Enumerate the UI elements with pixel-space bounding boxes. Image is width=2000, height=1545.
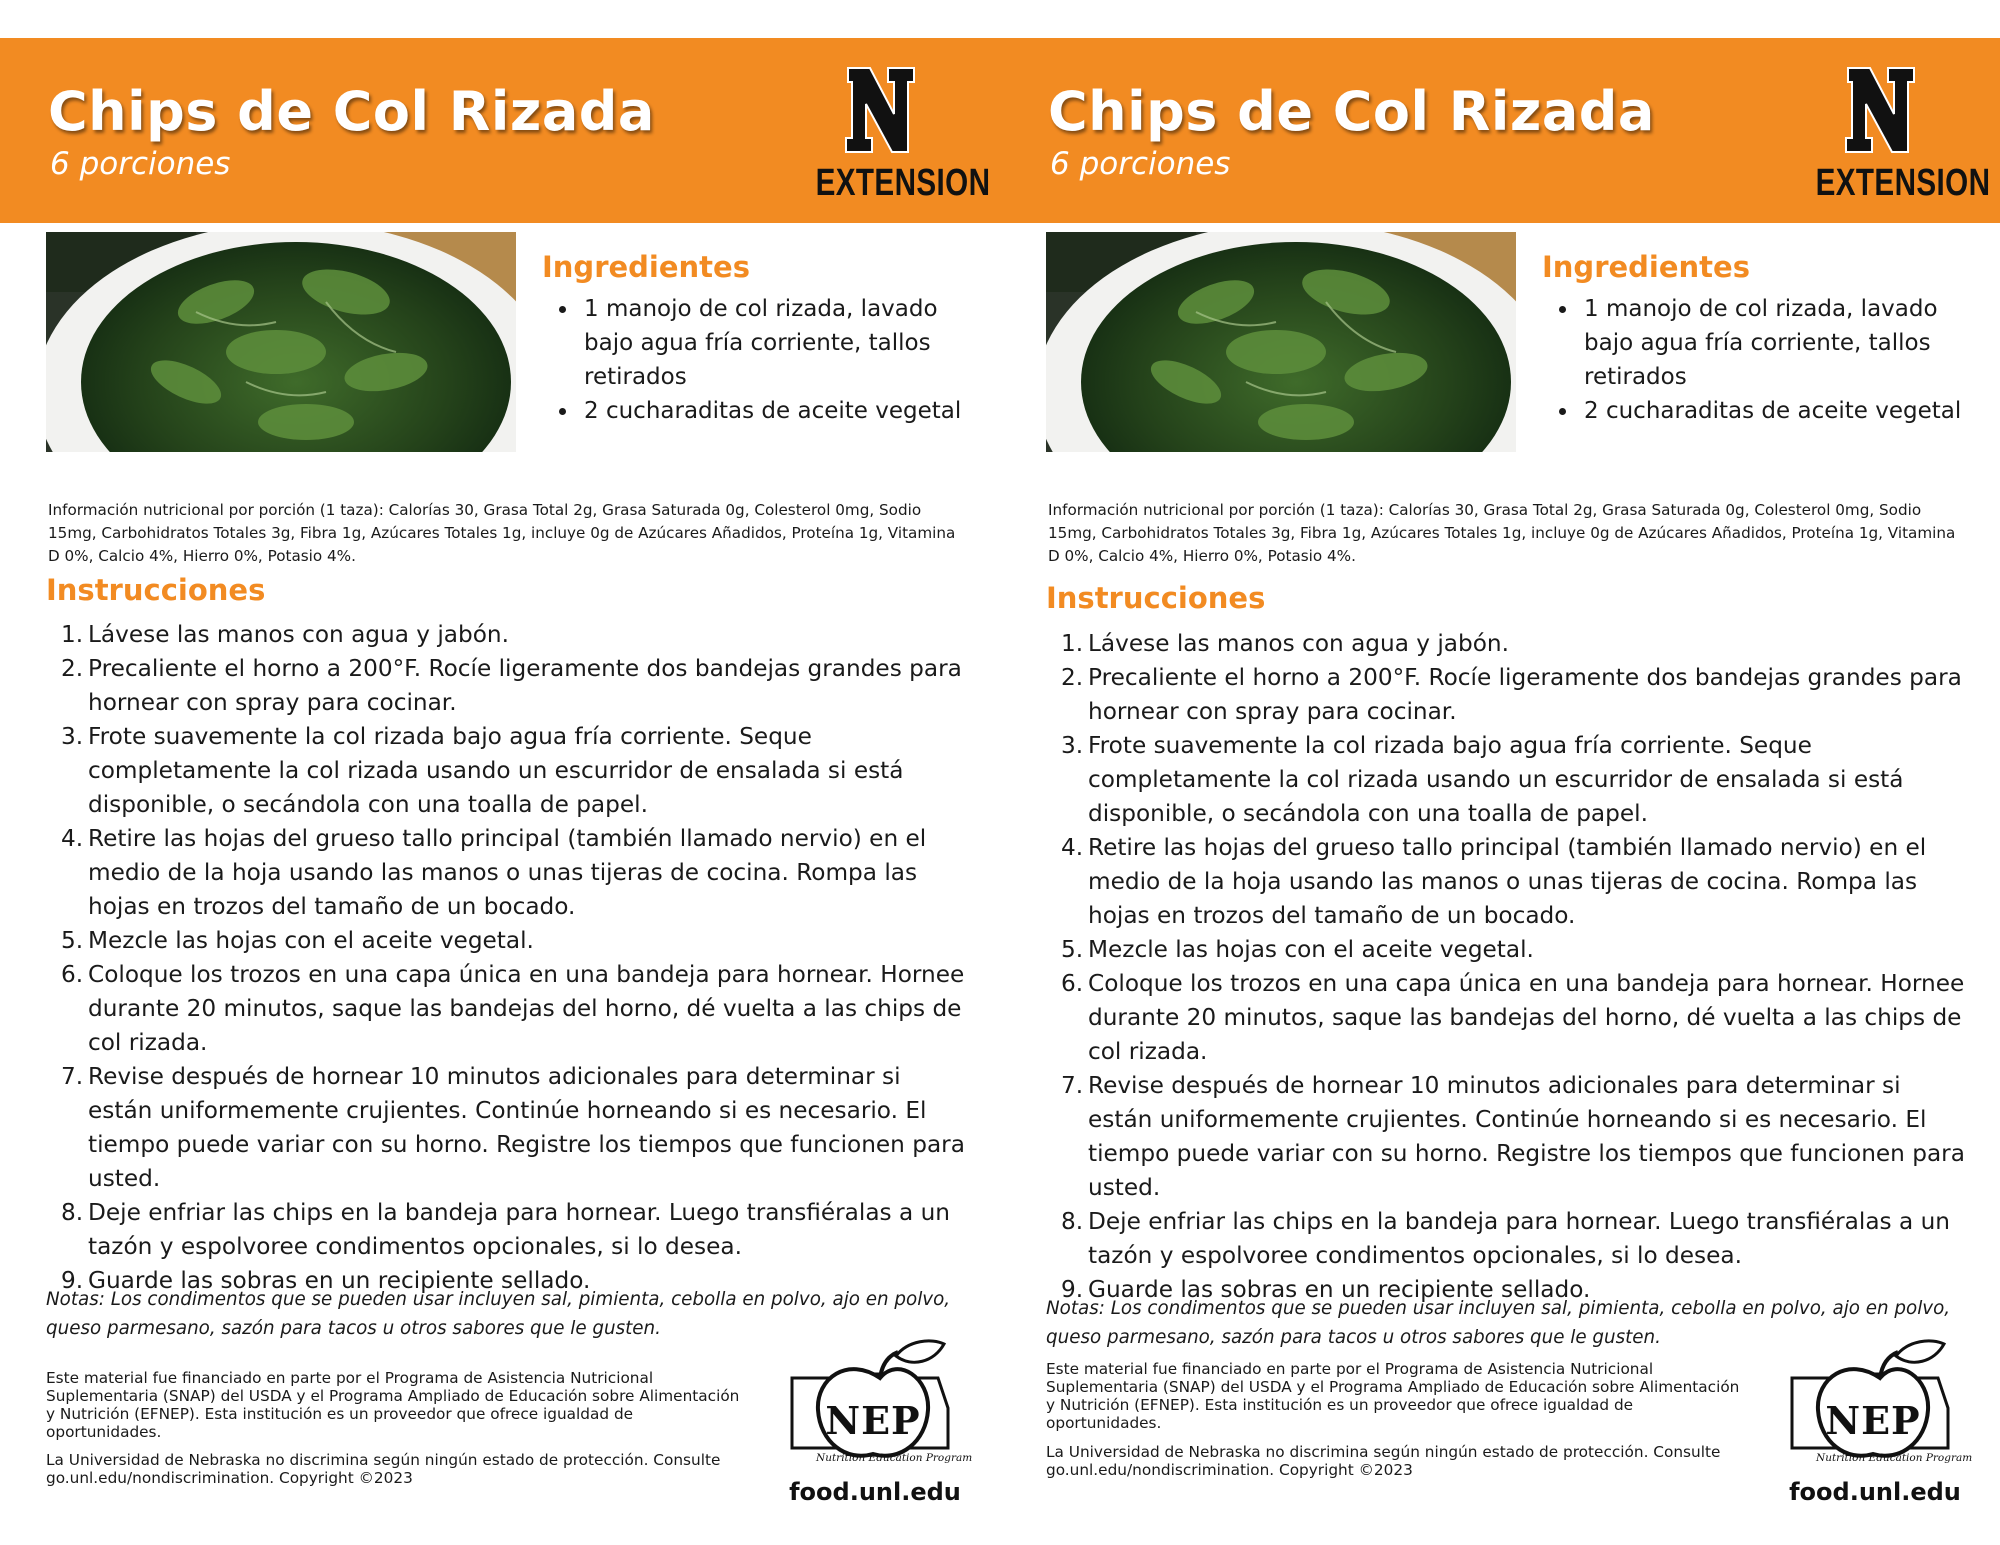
nondiscrimination-statement: La Universidad de Nebraska no discrimina según ningún estado de protección. Consulte go.unl.edu/nondiscrimination. Copyright ©2023	[46, 1451, 721, 1487]
step-number: 3.	[1061, 732, 1084, 759]
step-text: Revise después de hornear 10 minutos adicionales para determinar si están uniformemente crujientes. Continúe horneando si es necesario. El tiempo puede variar con su horno. Registre los tiempos que funcionen para usted.	[88, 1063, 965, 1192]
nondiscrimination-statement: La Universidad de Nebraska no discrimina según ningún estado de protección. Consulte go.unl.edu/nondiscrimination. Copyright ©2023	[1046, 1443, 1721, 1479]
notes: Notas: Los condimentos que se pueden usar incluyen sal, pimienta, cebolla en polvo, ajo en polvo, queso parmesano, sazón para tacos u otros sabores que le gusten.	[46, 1289, 951, 1339]
nep-logo-text: NEP	[825, 1398, 921, 1443]
ingredient-item: 1 manojo de col rizada, lavado bajo agua fría corriente, tallos retirados	[584, 292, 984, 394]
step-number: 7.	[61, 1063, 84, 1090]
recipe-card-left	[0, 38, 1000, 1545]
kale-chips-photo	[46, 232, 516, 452]
nep-logo-subtitle: Nutrition Education Program	[816, 1452, 973, 1464]
step-number: 4.	[61, 825, 84, 852]
instruction-step	[61, 1196, 968, 1264]
recipe-title: Chips de Col Rizada	[48, 80, 655, 143]
step-text: Deje enfriar las chips en la bandeja para hornear. Luego transfiéralas a un tazón y espolvoree condimentos opcionales, si lo desea.	[88, 1199, 950, 1260]
servings: 6 porciones	[1050, 146, 1231, 182]
extension-logo	[1798, 62, 1991, 212]
step-text: Guarde las sobras en un recipiente sellado.	[1088, 1276, 1591, 1303]
instruction-step	[1061, 1069, 1968, 1205]
extension-logo-text: EXTENSION	[1815, 162, 1991, 204]
step-number: 6.	[61, 961, 84, 988]
ingredient-item: 1 manojo de col rizada, lavado bajo agua fría corriente, tallos retirados	[1584, 292, 1984, 394]
instruction-step	[1061, 661, 1968, 729]
ingredients-heading: Ingredientes	[1542, 250, 1750, 284]
funding-statement: Este material fue financiado en parte por el Programa de Asistencia Nutricional Suplementaria (SNAP) del USDA y el Programa Ampliado de Educación sobre Alimentación y Nutrición (EFNEP). Esta institución es un proveedor que ofrece igualdad de oportunidades.	[46, 1369, 740, 1441]
instructions-list	[61, 618, 968, 1298]
nep-logo-subtitle: Nutrition Education Program	[1816, 1452, 1973, 1464]
servings: 6 porciones	[50, 146, 231, 182]
step-text: Precaliente el horno a 200°F. Rocíe ligeramente dos bandejas grandes para hornear con spray para cocinar.	[88, 655, 962, 716]
instructions-list	[1061, 627, 1968, 1307]
step-number: 1.	[61, 621, 84, 648]
instruction-step	[61, 1060, 968, 1196]
step-text: Coloque los trozos en una capa única en una bandeja para hornear. Hornee durante 20 minutos, saque las bandejas del horno, dé vuelta a las chips de col rizada.	[1088, 970, 1965, 1065]
instruction-step	[61, 652, 968, 720]
instruction-step	[61, 822, 968, 924]
step-number: 4.	[1061, 834, 1084, 861]
step-number: 5.	[1061, 936, 1084, 963]
instruction-step	[61, 720, 968, 822]
step-number: 1.	[1061, 630, 1084, 657]
instruction-step	[1061, 933, 1968, 967]
ingredients-heading: Ingredientes	[542, 250, 750, 284]
website-link[interactable]: food.unl.edu	[789, 1478, 961, 1506]
step-text: Revise después de hornear 10 minutos adicionales para determinar si están uniformemente crujientes. Continúe horneando si es necesario. El tiempo puede variar con su horno. Registre los tiempos que funcionen para usted.	[1088, 1072, 1965, 1201]
instruction-step	[61, 924, 968, 958]
nebraska-n-logo-icon	[840, 64, 920, 156]
step-number: 2.	[61, 655, 84, 682]
step-text: Retire las hojas del grueso tallo principal (también llamado nervio) en el medio de la hoja usando las manos o unas tijeras de cocina. Rompa las hojas en trozos del tamaño de un bocado.	[88, 825, 927, 920]
step-text: Precaliente el horno a 200°F. Rocíe ligeramente dos bandejas grandes para hornear con spray para cocinar.	[1088, 664, 1962, 725]
step-number: 6.	[1061, 970, 1084, 997]
website-link[interactable]: food.unl.edu	[1789, 1478, 1961, 1506]
step-text: Mezcle las hojas con el aceite vegetal.	[88, 927, 534, 954]
step-number: 8.	[61, 1199, 84, 1226]
ingredient-item: 2 cucharaditas de aceite vegetal	[584, 394, 984, 428]
nep-logo	[1788, 1338, 1973, 1478]
step-text: Coloque los trozos en una capa única en una bandeja para hornear. Hornee durante 20 minutos, saque las bandejas del horno, dé vuelta a las chips de col rizada.	[88, 961, 965, 1056]
instruction-step	[1061, 1205, 1968, 1273]
step-number: 2.	[1061, 664, 1084, 691]
step-text: Guarde las sobras en un recipiente sellado.	[88, 1267, 591, 1294]
step-text: Deje enfriar las chips en la bandeja para hornear. Luego transfiéralas a un tazón y espolvoree condimentos opcionales, si lo desea.	[1088, 1208, 1950, 1269]
extension-logo-text: EXTENSION	[815, 162, 991, 204]
step-text: Lávese las manos con agua y jabón.	[1088, 630, 1509, 657]
nutrition-info: Información nutricional por porción (1 taza): Calorías 30, Grasa Total 2g, Grasa Saturada 0g, Colesterol 0mg, Sodio 15mg, Carbohidratos Totales 3g, Fibra 1g, Azúcares Totales 1g, incluye 0g de Azúcares Añadidos, Proteína 1g, Vitamina D 0%, Calcio 4%, Hierro 0%, Potasio 4%.	[1048, 501, 1956, 565]
recipe-title: Chips de Col Rizada	[1048, 80, 1655, 143]
instruction-step	[61, 618, 968, 652]
recipe-card-right	[1000, 38, 2000, 1545]
notes: Notas: Los condimentos que se pueden usar incluyen sal, pimienta, cebolla en polvo, ajo en polvo, queso parmesano, sazón para tacos u otros sabores que le gusten.	[1046, 1298, 1951, 1348]
step-number: 9.	[1061, 1276, 1084, 1303]
nep-logo	[788, 1338, 973, 1478]
funding-statement: Este material fue financiado en parte por el Programa de Asistencia Nutricional Suplementaria (SNAP) del USDA y el Programa Ampliado de Educación sobre Alimentación y Nutrición (EFNEP). Esta institución es un proveedor que ofrece igualdad de oportunidades.	[1046, 1360, 1740, 1432]
ingredient-item: 2 cucharaditas de aceite vegetal	[1584, 394, 1984, 428]
instruction-step	[1061, 967, 1968, 1069]
step-text: Retire las hojas del grueso tallo principal (también llamado nervio) en el medio de la hoja usando las manos o unas tijeras de cocina. Rompa las hojas en trozos del tamaño de un bocado.	[1088, 834, 1927, 929]
instruction-step	[1061, 627, 1968, 661]
step-number: 9.	[61, 1267, 84, 1294]
instruction-step	[61, 958, 968, 1060]
instruction-step	[1061, 729, 1968, 831]
nebraska-n-logo-icon	[1840, 64, 1920, 156]
step-text: Mezcle las hojas con el aceite vegetal.	[1088, 936, 1534, 963]
instruction-step	[1061, 831, 1968, 933]
step-number: 5.	[61, 927, 84, 954]
nutrition-info: Información nutricional por porción (1 taza): Calorías 30, Grasa Total 2g, Grasa Saturada 0g, Colesterol 0mg, Sodio 15mg, Carbohidratos Totales 3g, Fibra 1g, Azúcares Totales 1g, incluye 0g de Azúcares Añadidos, Proteína 1g, Vitamina D 0%, Calcio 4%, Hierro 0%, Potasio 4%.	[48, 501, 956, 565]
ingredients-list	[1584, 292, 1984, 428]
step-text: Lávese las manos con agua y jabón.	[88, 621, 509, 648]
step-text: Frote suavemente la col rizada bajo agua fría corriente. Seque completamente la col rizada usando un escurridor de ensalada si está disponible, o secándola con una toalla de papel.	[88, 723, 904, 818]
step-text: Frote suavemente la col rizada bajo agua fría corriente. Seque completamente la col rizada usando un escurridor de ensalada si está disponible, o secándola con una toalla de papel.	[1088, 732, 1904, 827]
step-number: 7.	[1061, 1072, 1084, 1099]
nep-logo-text: NEP	[1825, 1398, 1921, 1443]
kale-chips-photo	[1046, 232, 1516, 452]
ingredients-list	[584, 292, 984, 428]
step-number: 8.	[1061, 1208, 1084, 1235]
extension-logo	[798, 62, 991, 212]
step-number: 3.	[61, 723, 84, 750]
instructions-heading: Instrucciones	[1046, 581, 1266, 615]
instructions-heading: Instrucciones	[46, 573, 266, 607]
